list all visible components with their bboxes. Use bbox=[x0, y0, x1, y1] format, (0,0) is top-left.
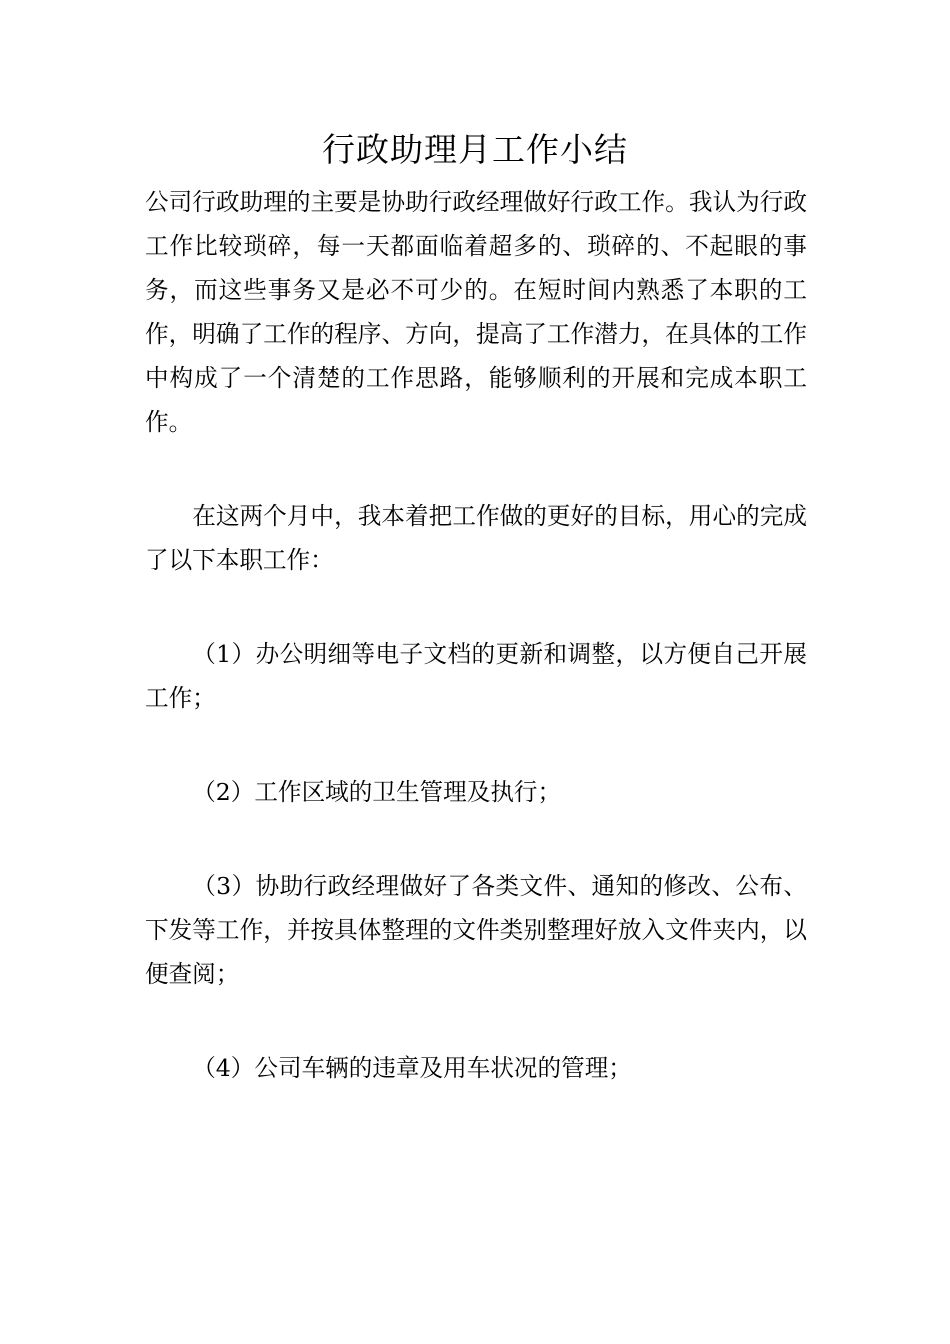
list-item-4: （4）公司车辆的违章及用车状况的管理； bbox=[192, 1054, 632, 1082]
list-item-2: （2）工作区域的卫生管理及执行； bbox=[192, 778, 562, 806]
list-item-3: （3）协助行政经理做好了各类文件、通知的修改、公布、下发等工作，并按具体整理的文件类别整理好放入文件夹内，以便查阅； bbox=[145, 872, 807, 988]
paragraph-intro: 公司行政助理的主要是协助行政经理做好行政工作。我认为行政工作比较琐碎，每一天都面临着超多的、琐碎的、不起眼的事务，而这些事务又是必不可少的。在短时间内熟悉了本职的工作，明确了工作的程序、方向，提高了工作潜力，在具体的工作中构成了一个清楚的工作思路，能够顺利的开展和完成本职工作。 bbox=[145, 188, 807, 436]
list-item-1: （1）办公明细等电子文档的更新和调整，以方便自己开展工作； bbox=[145, 640, 807, 712]
document-body bbox=[145, 180, 807, 1090]
document-title: 行政助理月工作小结 bbox=[322, 130, 628, 169]
paragraph-work-summary: 在这两个月中，我本着把工作做的更好的目标，用心的完成了以下本职工作： bbox=[145, 502, 807, 574]
